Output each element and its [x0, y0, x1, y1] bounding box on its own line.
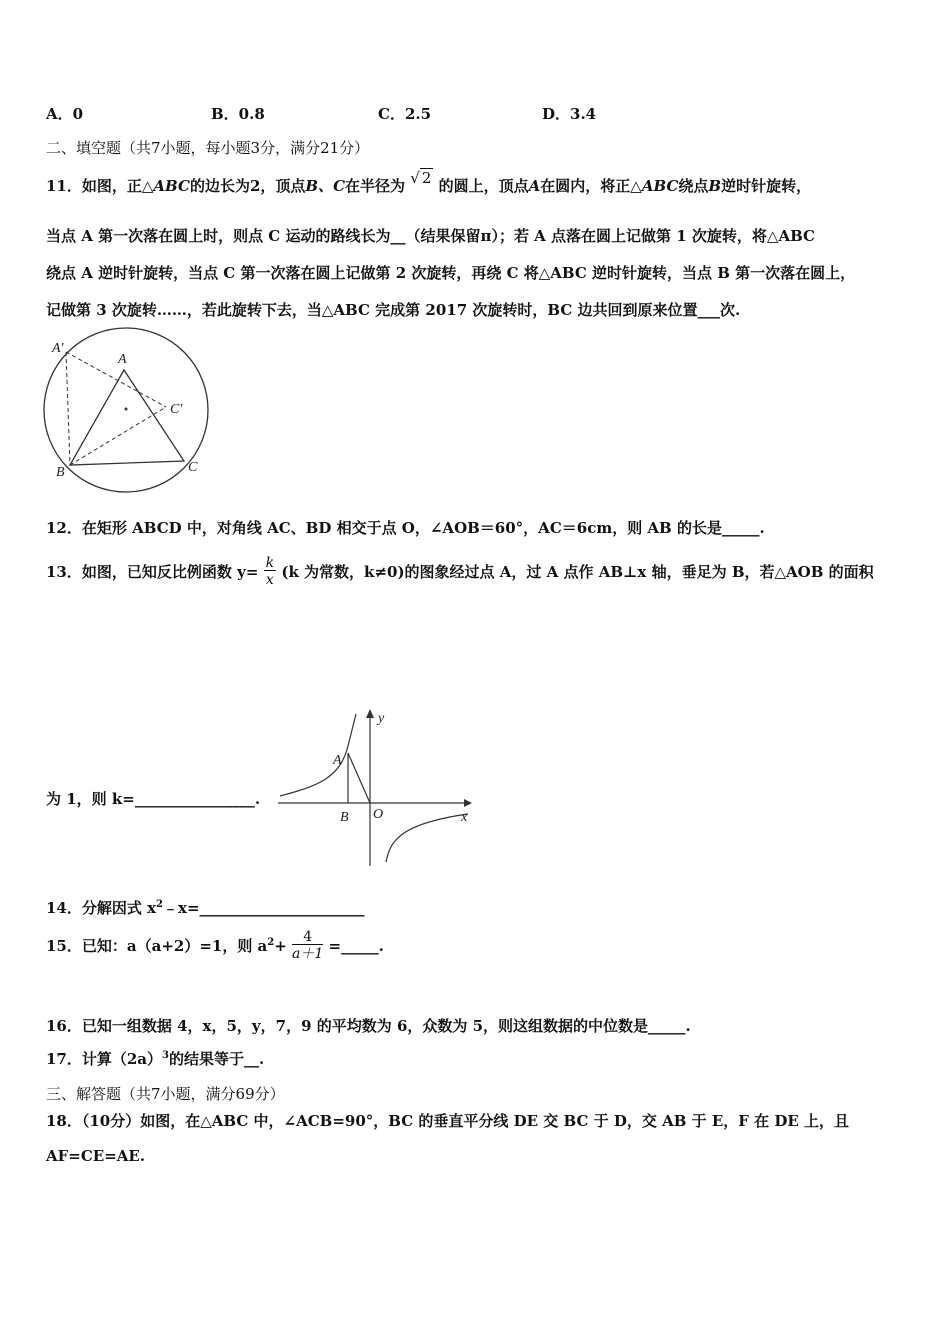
label-o: O [373, 807, 384, 822]
circle-center [125, 408, 128, 411]
q17-text: 17．计算$(2a)^3$的结果等于__. [46, 1050, 265, 1068]
label-a-prime: A′ [52, 341, 64, 356]
q15-text: 15．已知：a（a+2）=1，则 $a^2+$ $\frac{4}{a+1}$ =_____. [46, 929, 384, 962]
fraction-k-over-x: $\frac{k}{x}$ [265, 555, 275, 588]
hyperbola-branch-upper-left [280, 714, 356, 796]
label-x: x [461, 810, 468, 825]
label-a: A [333, 753, 342, 768]
q13-line-2: 为 1，则 k=________________. [46, 790, 261, 808]
section-3-title: 三、解答题（共7小题，满分69分） [46, 1085, 285, 1103]
dashed-a-prime-c-prime [66, 352, 166, 407]
q16-text: 16．已知一组数据 4，x，5，y，7，9 的平均数为 6，众数为 5，则这组数据的中位数是_____. [46, 1017, 691, 1035]
q13-line-1: 13．如图，已知反比例函数 y= $\frac{k}{x}$ (k 为常数，k≠0)的图象经过点 A，过 A 点作 AB⊥x 轴，垂足为 B，若△AOB 的面积 [46, 555, 874, 588]
triangle-abc [70, 370, 184, 465]
q11-line-4: 记做第 3 次旋转……，若此旋转下去，当△ABC 完成第 2017 次旋转时，BC 边共回到原来位置___次. [46, 301, 741, 319]
label-b: B [56, 465, 65, 480]
sqrt-two: √ 2 [410, 169, 432, 187]
q18-line-2: AF=CE=AE. [46, 1147, 146, 1165]
q13-hyperbola-figure [278, 706, 478, 866]
choice-b: B．0.8 [211, 105, 265, 123]
x-axis-arrow [464, 799, 472, 807]
q11-circle-figure [40, 335, 220, 485]
label-b: B [340, 810, 349, 825]
label-y: y [378, 711, 385, 726]
fraction-4-over-a-plus-1: $\frac{4}{a+1}$ [292, 929, 324, 962]
label-a: A [118, 352, 127, 367]
choice-a: A．0 [46, 105, 84, 123]
q14-text: 14．分解因式 $x^2﹣x=\_\_\_\_\_\_\_\_\_\_\_\_\_\_\_\_\_\_\_\_\_\_$ [46, 899, 365, 917]
y-axis-arrow [366, 709, 374, 718]
choice-c: C．2.5 [378, 105, 432, 123]
q11-line-1: 11．如图，正△ABC的边长为2，顶点B、C在半径为 √ 2 的圆上，顶点A在圆内，将正△ABC绕点B逆时针旋转， [46, 169, 812, 195]
q11-line-2: 当点 A 第一次落在圆上时，则点 C 运动的路线长为__（结果保留π）；若 A 点落在圆上记做第 1 次旋转，将△ABC [46, 227, 815, 245]
label-c: C [188, 460, 198, 475]
dashed-a-prime-b [66, 352, 70, 465]
label-c-prime: C′ [170, 402, 183, 417]
hyperbola-branch-lower-right [386, 814, 468, 862]
choice-d: D．3.4 [542, 105, 597, 123]
q11-line-3: 绕点 A 逆时针旋转，当点 C 第一次落在圆上记做第 2 次旋转，再绕 C 将△ABC 逆时针旋转，当点 B 第一次落在圆上， [46, 264, 856, 282]
q18-line-1: 18．（10分）如图，在△ABC 中，∠ACB=90°，BC 的垂直平分线 DE 交 BC 于 D，交 AB 于 E，F 在 DE 上，且 [46, 1112, 850, 1130]
section-2-title: 二、填空题（共7小题，每小题3分，满分21分） [46, 139, 370, 157]
segment-ao [348, 753, 370, 803]
dashed-b-c-prime [70, 407, 166, 465]
q12-text: 12．在矩形 ABCD 中，对角线 AC、BD 相交于点 O，∠AOB＝60°，AC＝6cm，则 AB 的长是_____. [46, 519, 765, 537]
